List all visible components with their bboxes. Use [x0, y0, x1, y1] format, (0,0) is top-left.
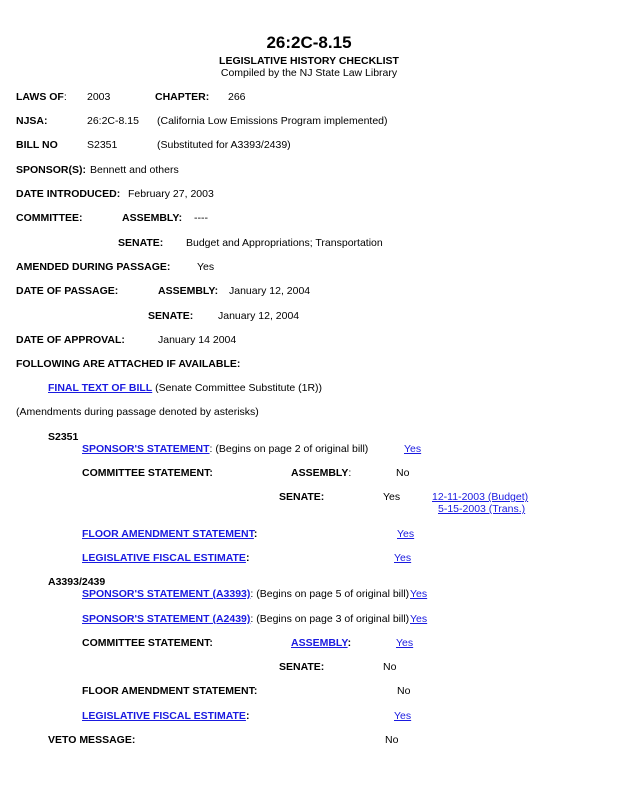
final-text-row — [48, 382, 322, 394]
sponsors-value: Bennett and others — [90, 164, 179, 176]
a3393-fiscal-link[interactable]: LEGISLATIVE FISCAL ESTIMATE — [82, 710, 246, 722]
s2351-fiscal-link[interactable]: LEGISLATIVE FISCAL ESTIMATE — [82, 552, 246, 564]
a3393-sponsor2-row — [82, 613, 409, 625]
amendments-note: (Amendments during passage denoted by asterisks) — [16, 406, 259, 418]
s2351-senate-budget-link[interactable]: 12-11-2003 (Budget) — [432, 491, 529, 503]
final-text-note: (Senate Committee Substitute (1R)) — [155, 382, 323, 394]
a3393-assembly-yes-link[interactable]: Yes — [396, 637, 414, 649]
s2351-fiscal-row — [82, 552, 249, 564]
a3393-fiscal-colon: : — [245, 710, 250, 722]
attached-heading: FOLLOWING ARE ATTACHED IF AVAILABLE: — [16, 358, 241, 370]
passage-assembly-value: January 12, 2004 — [229, 285, 311, 297]
a3393-fiscal-row — [82, 710, 249, 722]
a3393-senate-value: No — [383, 661, 397, 673]
a3393-sponsor1-yes-link[interactable]: Yes — [410, 588, 428, 600]
chapter-label: CHAPTER: — [155, 91, 210, 103]
passage-senate-label: SENATE: — [148, 310, 194, 322]
s2351-floor-yes-link[interactable]: Yes — [397, 528, 415, 540]
s2351-heading: S2351 — [48, 431, 79, 443]
final-text-link[interactable]: FINAL TEXT OF BILL — [48, 382, 153, 394]
a3393-assembly-row — [291, 637, 351, 649]
a3393-sponsor2-link[interactable]: SPONSOR'S STATEMENT (A2439) — [82, 613, 251, 625]
bill-no-note: (Substituted for A3393/2439) — [157, 139, 291, 151]
a3393-sponsor1-row — [82, 588, 409, 600]
s2351-sponsor-link[interactable]: SPONSOR'S STATEMENT — [82, 443, 210, 455]
page-subtitle: LEGISLATIVE HISTORY CHECKLIST — [219, 55, 399, 67]
passage-assembly-label: ASSEMBLY: — [158, 285, 219, 297]
sponsors-label: SPONSOR(S): — [16, 164, 87, 176]
amended-label: AMENDED DURING PASSAGE: — [16, 261, 171, 273]
passage-label: DATE OF PASSAGE: — [16, 285, 119, 297]
page-title: 26:2C-8.15 — [266, 33, 352, 52]
veto-value: No — [385, 734, 399, 746]
s2351-assembly-value: No — [396, 467, 410, 479]
s2351-floor-colon: : — [253, 528, 258, 540]
committee-senate-value: Budget and Appropriations; Transportation — [186, 237, 383, 249]
njsa-note: (California Low Emissions Program implemented) — [157, 115, 388, 127]
approval-value: January 14 2004 — [158, 334, 237, 346]
a3393-assembly-link[interactable]: ASSEMBLY — [291, 637, 348, 649]
njsa-label: NJSA: — [16, 115, 48, 127]
s2351-assembly-colon: : — [348, 467, 352, 479]
a3393-assembly-colon: : — [347, 637, 352, 649]
s2351-fiscal-colon: : — [245, 552, 250, 564]
a3393-sponsor2-note: : (Begins on page 3 of original bill) — [250, 613, 410, 625]
bill-no-value: S2351 — [87, 139, 118, 151]
approval-label: DATE OF APPROVAL: — [16, 334, 125, 346]
a3393-committee-label: COMMITTEE STATEMENT: — [82, 637, 213, 649]
s2351-senate-label: SENATE: — [279, 491, 325, 503]
s2351-fiscal-yes-link[interactable]: Yes — [394, 552, 412, 564]
compiled-by: Compiled by the NJ State Law Library — [220, 67, 398, 79]
committee-label: COMMITTEE: — [16, 212, 83, 224]
s2351-sponsor-note: : (Begins on page 2 of original bill) — [209, 443, 369, 455]
a3393-senate-label: SENATE: — [279, 661, 325, 673]
a3393-sponsor1-note: : (Begins on page 5 of original bill) — [250, 588, 410, 600]
s2351-floor-link[interactable]: FLOOR AMENDMENT STATEMENT — [82, 528, 254, 540]
passage-senate-value: January 12, 2004 — [218, 310, 300, 322]
s2351-senate-value: Yes — [383, 491, 401, 503]
bill-no-label: BILL NO — [16, 139, 58, 151]
laws-of-label-text: LAWS OF — [16, 91, 64, 103]
a3393-floor-value: No — [397, 685, 411, 697]
laws-of-value: 2003 — [87, 91, 111, 103]
committee-senate-label: SENATE: — [118, 237, 164, 249]
date-introduced-value: February 27, 2003 — [128, 188, 214, 200]
laws-of-label — [16, 91, 67, 103]
committee-assembly-label: ASSEMBLY: — [122, 212, 183, 224]
s2351-committee-label: COMMITTEE STATEMENT: — [82, 467, 213, 479]
a3393-sponsor1-link[interactable]: SPONSOR'S STATEMENT (A3393) — [82, 588, 251, 600]
laws-of-colon: : — [63, 91, 67, 103]
amended-value: Yes — [197, 261, 215, 273]
date-introduced-label: DATE INTRODUCED: — [16, 188, 121, 200]
committee-assembly-value: ---- — [194, 212, 208, 224]
s2351-floor-row — [82, 528, 257, 540]
s2351-sponsor-row — [82, 443, 368, 455]
a3393-floor-label: FLOOR AMENDMENT STATEMENT: — [82, 685, 258, 697]
s2351-assembly-label: ASSEMBLY — [291, 467, 349, 479]
a3393-heading: A3393/2439 — [48, 576, 106, 588]
a3393-sponsor2-yes-link[interactable]: Yes — [410, 613, 428, 625]
njsa-value: 26:2C-8.15 — [87, 115, 139, 127]
a3393-fiscal-yes-link[interactable]: Yes — [394, 710, 412, 722]
s2351-senate-trans-link[interactable]: 5-15-2003 (Trans.) — [438, 503, 526, 515]
s2351-assembly-label-wrap — [291, 467, 351, 479]
s2351-sponsor-yes-link[interactable]: Yes — [404, 443, 422, 455]
chapter-value: 266 — [228, 91, 246, 103]
veto-label: VETO MESSAGE: — [48, 734, 136, 746]
